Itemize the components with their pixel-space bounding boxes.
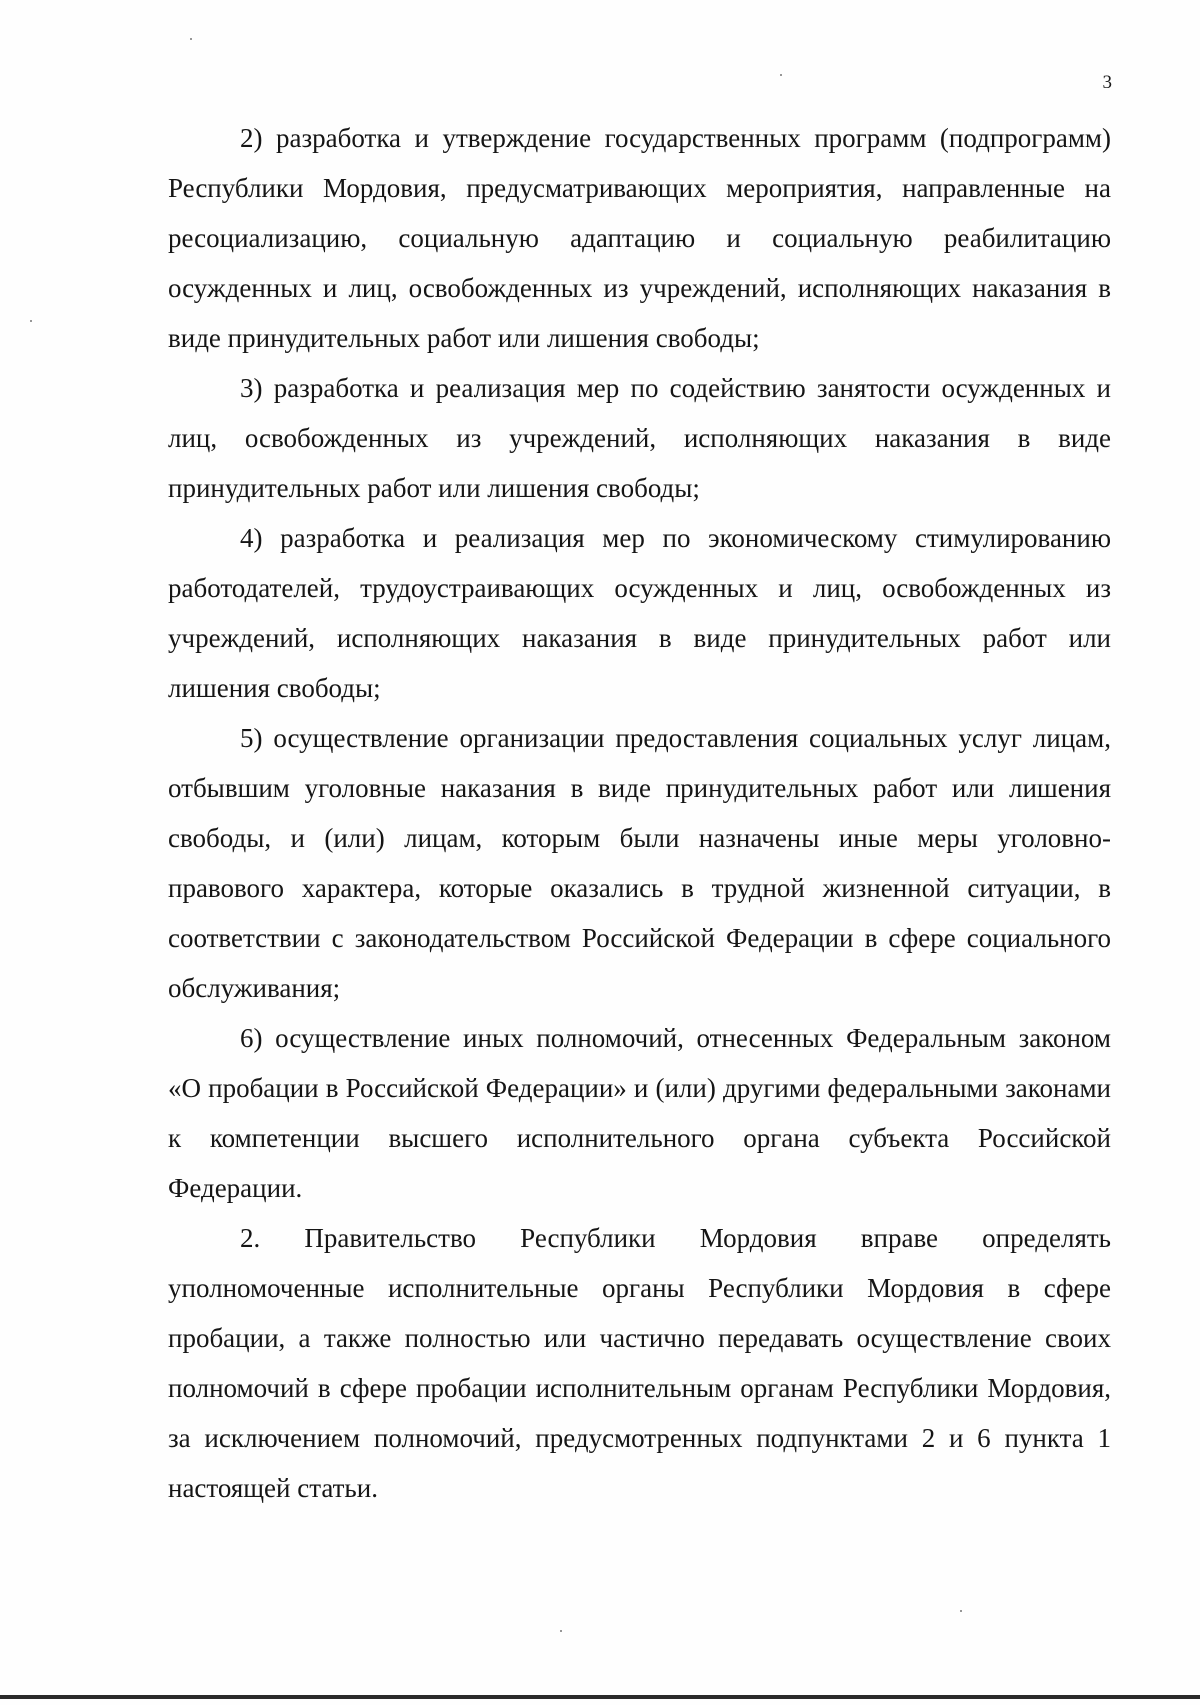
paragraph-item-4: 4) разработка и реализация мер по экономическому стимулированию работодателей, трудоустраивающих осужденных и лиц, освобожденных из учреждений, исполняющих наказания в виде принудительных работ или лишения свободы;: [168, 523, 1111, 703]
paragraph-item-5: 5) осуществление организации предоставления социальных услуг лицам, отбывшим уголовные наказания в виде принудительных работ или лишения свободы, и (или) лицам, которым были назначены иные меры уголовно-правового характера, которые оказались в трудной жизненной ситуации, в соответствии с законодательством Российской Федерации в сфере социального обслуживания;: [168, 723, 1111, 1003]
scan-speck: [30, 320, 32, 322]
scan-bottom-edge: [0, 1695, 1200, 1699]
paragraph-item-2: 2) разработка и утверждение государственных программ (подпрограмм) Республики Мордовия, предусматривающих мероприятия, направленные на ресоциализацию, социальную адаптацию и социальную реабилитацию осужденных и лиц, освобожденных из учреждений, исполняющих наказания в виде принудительных работ или лишения свободы;: [168, 123, 1111, 353]
page-number: 3: [1102, 72, 1112, 93]
paragraph-item-3: 3) разработка и реализация мер по содействию занятости осужденных и лиц, освобожденных из учреждений, исполняющих наказания в виде принудительных работ или лишения свободы;: [168, 373, 1111, 503]
scan-speck: [960, 1610, 962, 1612]
scan-speck: [190, 38, 192, 40]
scan-speck: [560, 1630, 562, 1632]
document-body: [168, 113, 1111, 1513]
scan-speck: [780, 74, 782, 76]
paragraph-section-2: 2. Правительство Республики Мордовия вправе определять уполномоченные исполнительные органы Республики Мордовия в сфере пробации, а также полностью или частично передавать осуществление своих полномочий в сфере пробации исполнительным органам Республики Мордовия, за исключением полномочий, предусмотренных подпунктами 2 и 6 пункта 1 настоящей статьи.: [168, 1223, 1111, 1503]
paragraph-item-6: 6) осуществление иных полномочий, отнесенных Федеральным законом «О пробации в Российской Федерации» и (или) другими федеральными законами к компетенции высшего исполнительного органа субъекта Российской Федерации.: [168, 1023, 1111, 1203]
